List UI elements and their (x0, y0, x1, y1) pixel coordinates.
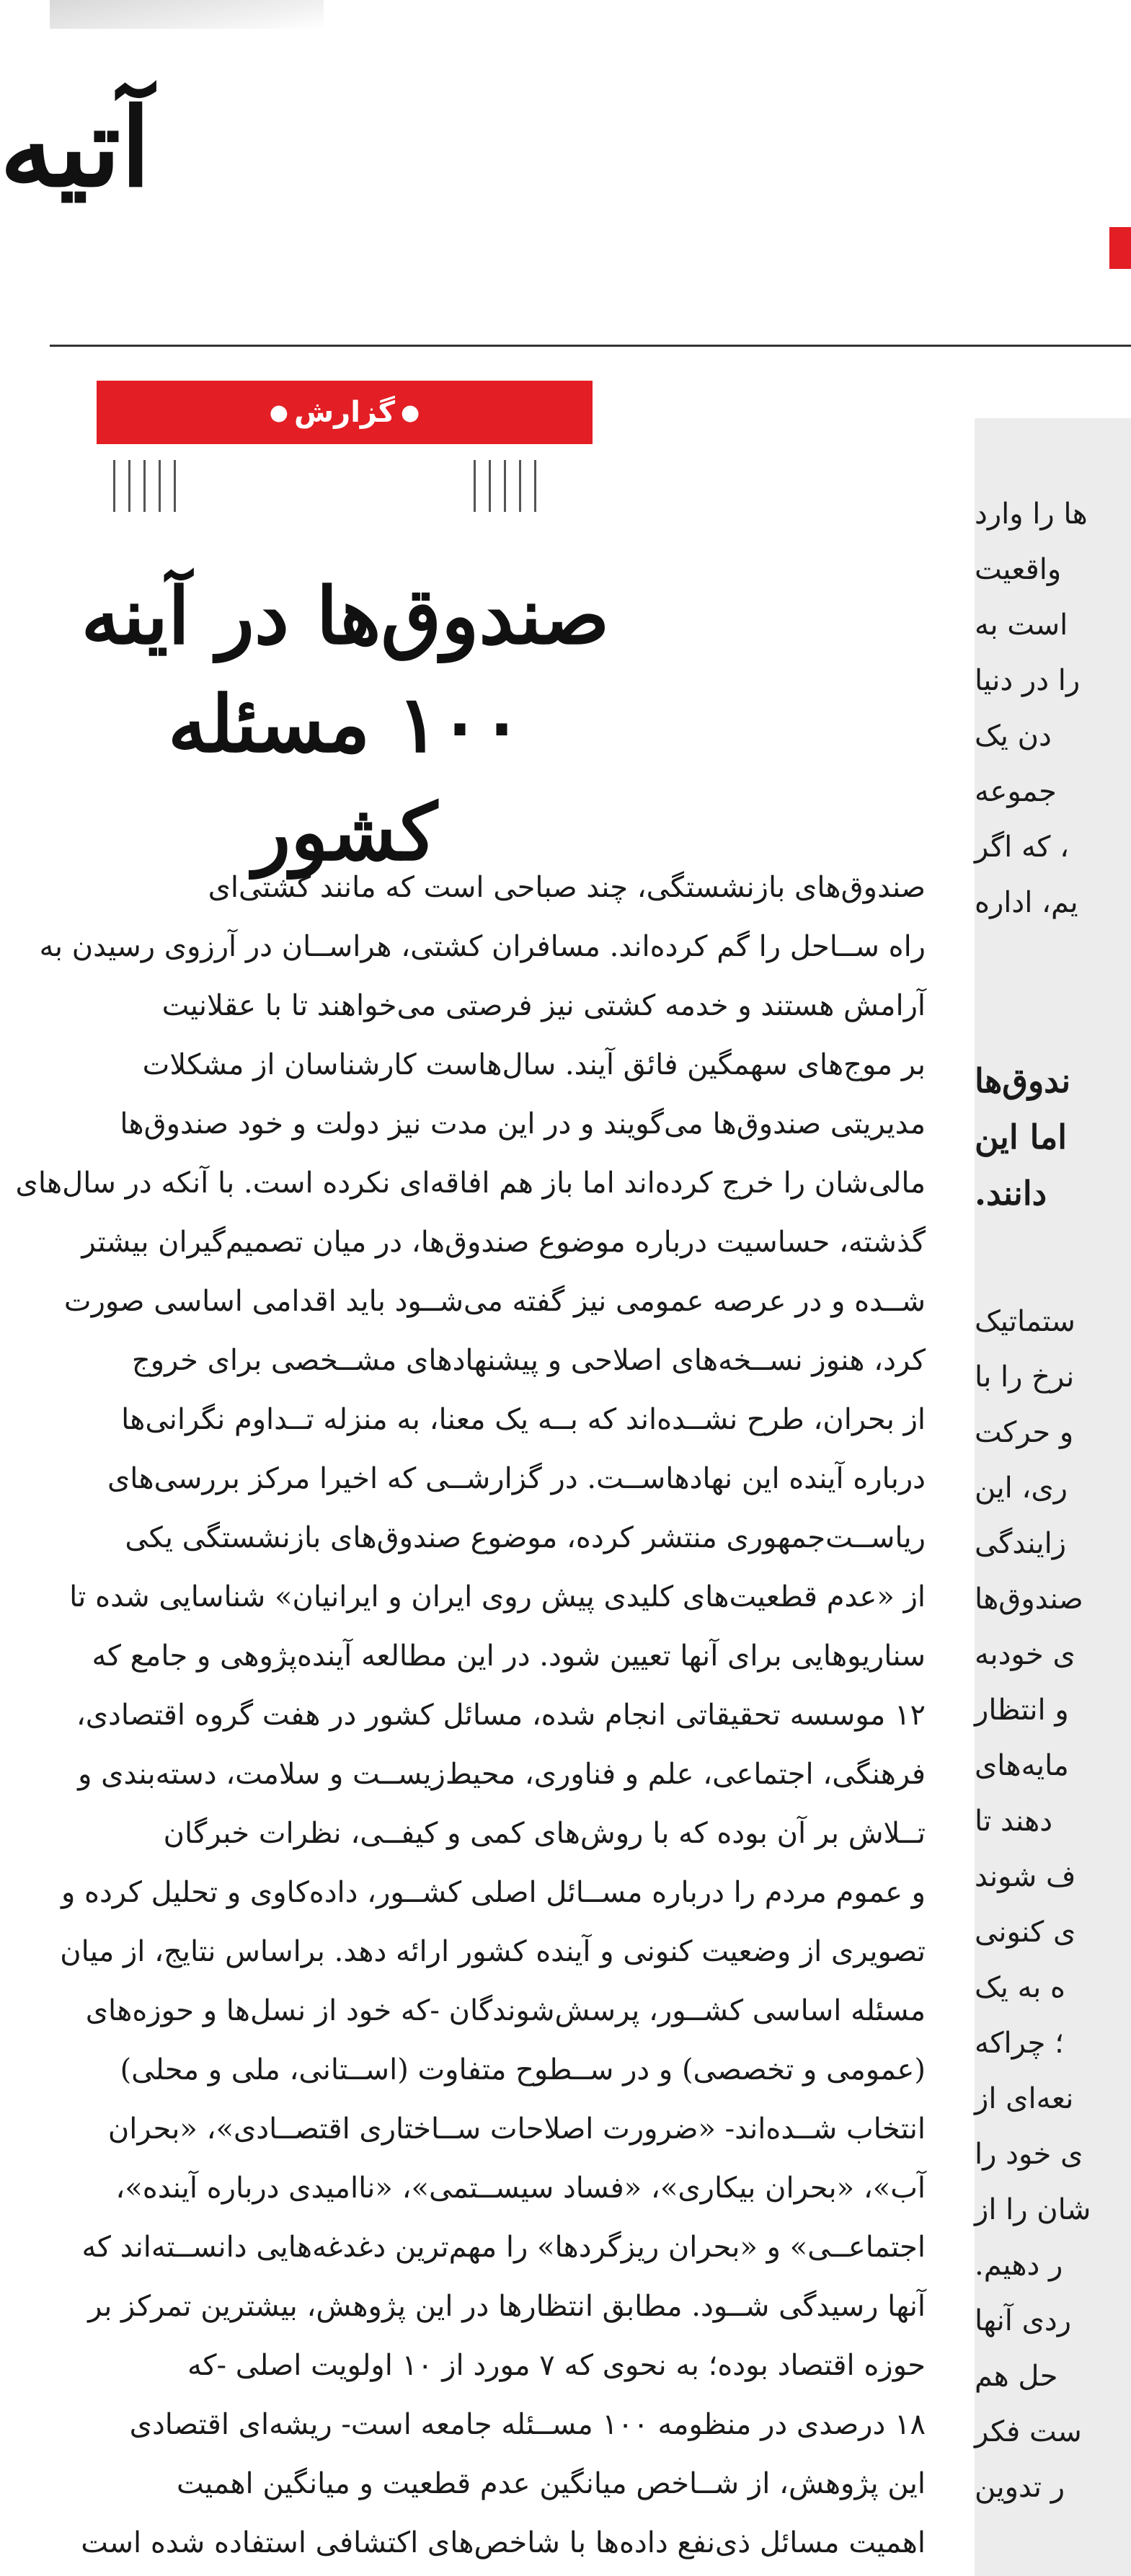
sidebar-line: است به (975, 608, 1068, 642)
sidebar-line: شان را از (975, 2193, 1091, 2226)
sidebar-line: دانند. (975, 1174, 1047, 1213)
body-line: از بحران، طرح نشــده‌اند که بــه یک معنا، به منزله تــداوم نگرانی‌ها (121, 1403, 926, 1436)
sidebar-column (975, 418, 1131, 2576)
masthead-logo: آتیه (0, 84, 151, 211)
sidebar-line: ندوق‌ها (975, 1061, 1071, 1100)
sidebar-line: دهند تا (975, 1805, 1053, 1838)
body-line: راه ســاحل را گم کرده‌اند. مسافران کشتی، هراســان در آرزوی رسیدن به (39, 930, 926, 963)
sidebar-line: جموعه (975, 775, 1057, 808)
sidebar-line: ی خودبه (975, 1638, 1075, 1671)
sidebar-line: اما این (975, 1117, 1068, 1156)
sidebar-line: مایه‌های (975, 1749, 1069, 1782)
body-line: بر موج‌های سهمگین فائق آیند. سال‌هاست کارشناسان از مشکلات (142, 1048, 926, 1081)
kicker-label: گزارش (293, 396, 396, 429)
body-line: و عموم مردم را درباره مســائل اصلی کشــور، داده‌کاوی و تحلیل کرده و (61, 1876, 926, 1909)
masthead-divider (50, 345, 1131, 347)
body-line: گذشته، حساسیت درباره موضوع صندوق‌ها، در میان تصمیم‌گیران بیشتر (81, 1226, 926, 1259)
red-marker (1109, 227, 1131, 269)
sidebar-line: دن یک (975, 720, 1052, 753)
sidebar-line: واقعیت (975, 553, 1062, 586)
body-line: ۱۲ موسسه تحقیقاتی انجام شده، مسائل کشور در هفت گروه اقتصادی، (76, 1699, 926, 1732)
body-line: از «عدم قطعیت‌های کلیدی پیش روی ایران و ایرانیان» شناسایی شده تا (69, 1580, 926, 1614)
sidebar-line: حل هم (975, 2360, 1058, 2393)
body-line: ۱۸ درصدی در منظومه ۱۰۰ مســئله جامعه است- ریشه‌ای اقتصادی (129, 2408, 926, 2441)
body-line: سناریوهایی برای آنها تعیین شود. در این مطالعه آینده‌پژوهی و جامع که (92, 1639, 926, 1673)
body-line: تــلاش بر آن بوده که با روش‌های کمی و کیفــی، نظرات خبرگان (163, 1817, 926, 1850)
body-line: ریاســت‌جمهوری منتشر کرده، موضوع صندوق‌های بازنشستگی یکی (125, 1521, 926, 1554)
section-kicker (97, 381, 593, 444)
sidebar-line: یم، اداره (975, 886, 1078, 919)
sidebar-line: ه به یک (975, 1971, 1065, 2004)
sidebar-line: زایندگی (975, 1527, 1067, 1560)
sidebar-line: نرخ را با (975, 1360, 1075, 1394)
top-gradient-strip (50, 0, 324, 29)
sidebar-line: را در دنیا (975, 664, 1081, 697)
headline-line: صندوق‌ها در آینه (81, 571, 610, 662)
body-line: اجتماعــی» و «بحران ریزگردها» را مهم‌ترین دغدغه‌هایی دانســته‌اند که (81, 2231, 926, 2264)
sidebar-line: ر تدوین (975, 2471, 1065, 2504)
sidebar-line: و حرکت (975, 1416, 1074, 1449)
decorative-bars-left (113, 460, 176, 512)
decorative-bars-right (474, 460, 536, 512)
sidebar-line: و انتظار (975, 1694, 1069, 1727)
sidebar-line: ر دهیم. (975, 2249, 1063, 2282)
sidebar-line: ، که اگر (975, 831, 1070, 864)
sidebar-line: نعه‌ای از (975, 2082, 1074, 2115)
sidebar-text-top (975, 487, 1131, 931)
sidebar-line: ست فکر (975, 2415, 1082, 2448)
sidebar-line: ردی آنها (975, 2304, 1072, 2337)
headline-line: ۱۰۰ مسئله کشور (167, 679, 523, 878)
body-line: کرد، هنوز نســخه‌های اصلاحی و پیشنهادهای مشــخصی برای خروج (131, 1344, 926, 1377)
body-line: آرامش هستند و خدمه کشتی نیز فرصتی می‌خواهند تا با عقلانیت (161, 989, 926, 1022)
body-line: انتخاب شــده‌اند- «ضرورت اصلاحات ســاختاری اقتصــادی»، «بحران (107, 2112, 926, 2146)
article-headline (79, 562, 612, 887)
article-body (15, 858, 926, 2576)
body-line: مالی‌شان را خرج کرده‌اند اما باز هم افاقه‌ای نکرده است. با آنکه در سال‌های (15, 1167, 926, 1200)
sidebar-line: ی کنونی (975, 1916, 1076, 1949)
body-line: درباره آینده این نهادهاســت. در گزارشــی که اخیرا مرکز بررسی‌های (107, 1462, 926, 1495)
bullet-icon: ● (401, 399, 420, 425)
body-line: مسئله اساسی کشــور، پرسش‌شوندگان -که خود از نسل‌ها و حوزه‌های (85, 1994, 926, 2027)
body-line: اهمیت مسائل ذی‌نفع داده‌ها با شاخص‌های اکتشافی استفاده شده است (81, 2526, 926, 2559)
body-line: این پژوهش، از شــاخص میانگین عدم قطعیت و میانگین اهمیت (176, 2467, 926, 2500)
body-line: شــده و در عرصه عمومی نیز گفته می‌شــود باید اقدامی اساسی صورت (63, 1285, 926, 1318)
bullet-icon: ● (269, 399, 288, 425)
sidebar-text-bottom (975, 1294, 1131, 2515)
body-line: مدیریتی صندوق‌ها می‌گویند و در این مدت نیز دولت و خود صندوق‌ها (120, 1107, 926, 1141)
body-line: آب»، «بحران بیکاری»، «فساد سیســتمی»، «ناامیدی درباره آینده»، (115, 2172, 926, 2205)
sidebar-line: ف شوند (975, 1860, 1076, 1893)
body-line: (عمومی و تخصصی) و در ســطوح متفاوت (اســتانی، ملی و محلی) (120, 2053, 926, 2086)
body-line: صندوق‌های بازنشستگی، چند صباحی است که مانند کشتی‌ای (208, 871, 926, 904)
sidebar-line: ها را وارد (975, 497, 1088, 531)
body-line: تصویری از وضعیت کنونی و آینده کشور ارائه دهد. براساس نتایج، از میان (60, 1935, 926, 1968)
body-line: آنها رسیدگی شــود. مطابق انتظارها در این پژوهش، بیشترین تمرکز بر (88, 2290, 926, 2323)
body-line: فرهنگی، اجتماعی، علم و فناوری، محیط‌زیســت و سلامت، دسته‌بندی و (78, 1758, 926, 1791)
sidebar-line: ستماتیک (975, 1305, 1075, 1338)
sidebar-line: ی خود را (975, 2138, 1083, 2171)
sidebar-line: صندوق‌ها (975, 1583, 1083, 1616)
sidebar-line: ؛ چراکه (975, 2027, 1064, 2060)
sidebar-pull-quote (975, 1053, 1131, 1221)
sidebar-line: ری، این (975, 1471, 1068, 1505)
body-line: حوزه اقتصاد بوده؛ به نحوی که ۷ مورد از ۱۰ اولویت اصلی -که (187, 2349, 926, 2382)
